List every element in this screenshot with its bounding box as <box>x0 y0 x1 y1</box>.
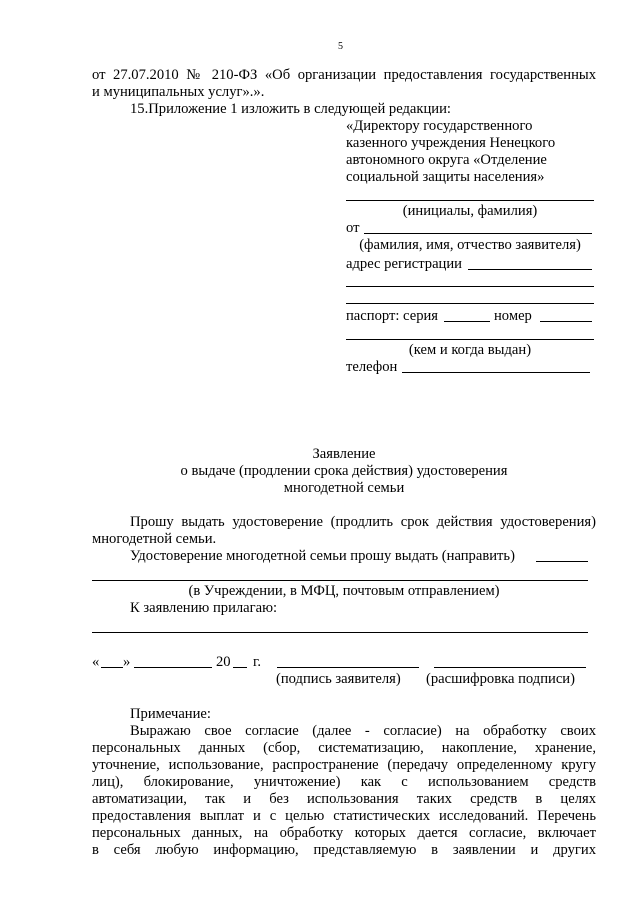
addressee-line-1: «Директору государственного <box>346 118 533 134</box>
date-year-line[interactable] <box>233 667 247 668</box>
note-line-1: Выражаю свое согласие (далее - согласие) на обработку своих <box>130 723 596 739</box>
initials-line[interactable] <box>346 200 594 201</box>
from-label: от <box>346 220 360 236</box>
body-p1-line-2: многодетной семьи. <box>92 531 217 547</box>
note-line-6: предоставления выплат и с целью статистических исследований. Перечень <box>92 808 596 824</box>
addressee-line-2: казенного учреждения Ненецкого <box>346 135 556 151</box>
phone-label: телефон <box>346 359 398 375</box>
phone-line[interactable] <box>402 372 590 373</box>
note-line-5: автоматизации, так и без использования таких средств в целях <box>92 791 596 807</box>
issued-caption: (кем и когда выдан) <box>408 342 532 358</box>
intro-line-3: 15.Приложение 1 изложить в следующей редакции: <box>130 101 451 117</box>
note-label: Примечание: <box>130 706 211 722</box>
intro-line-2: и муниципальных услуг».». <box>92 84 265 100</box>
passport-series-line[interactable] <box>444 321 490 322</box>
note-line-7: персональных данных, на обработку которых дается согласие, включает <box>92 825 596 841</box>
delivery-inline-line[interactable] <box>536 561 588 562</box>
delivery-caption: (в Учреждении, в МФЦ, почтовым отправлением) <box>188 583 500 599</box>
passport-number-label: номер <box>494 308 532 324</box>
signature-decode-line[interactable] <box>434 667 586 668</box>
date-quote-open: « <box>92 654 100 670</box>
signature-decode-caption: (расшифровка подписи) <box>426 671 575 687</box>
body-p1-line-1: Прошу выдать удостоверение (продлить срок действия удостоверения) <box>130 514 596 530</box>
date-year-prefix: 20 <box>216 654 231 670</box>
signature-line[interactable] <box>277 667 419 668</box>
address-line-3[interactable] <box>346 303 594 304</box>
issued-line[interactable] <box>346 339 594 340</box>
note-line-2: персональных данных (сбор, систематизацию, накопление, хранение, <box>92 740 596 756</box>
address-label: адрес регистрации <box>346 256 462 272</box>
address-line-1[interactable] <box>468 269 592 270</box>
intro-line-1: от 27.07.2010 № 210-ФЗ «Об организации предоставления государственных <box>92 67 596 83</box>
address-line-2[interactable] <box>346 286 594 287</box>
addressee-line-4: социальной защиты населения» <box>346 169 545 185</box>
document-subtitle-1: о выдаче (продлении срока действия) удостоверения <box>180 463 508 479</box>
note-line-8: в себя любую информацию, представляемую в заявлении и других <box>92 842 596 858</box>
body-p2: Удостоверение многодетной семьи прошу выдать (направить) <box>130 548 515 564</box>
from-line[interactable] <box>364 233 592 234</box>
delivery-line[interactable] <box>92 580 588 581</box>
document-subtitle-2: многодетной семьи <box>283 480 405 496</box>
initials-caption: (инициалы, фамилия) <box>402 203 538 219</box>
date-quote-close: » <box>123 654 131 670</box>
passport-series-label: паспорт: серия <box>346 308 439 324</box>
fio-caption: (фамилия, имя, отчество заявителя) <box>359 237 581 253</box>
date-day-line[interactable] <box>101 667 123 668</box>
date-year-suffix: г. <box>253 654 261 670</box>
passport-number-line[interactable] <box>540 321 592 322</box>
attach-label: К заявлению прилагаю: <box>130 600 278 616</box>
addressee-line-3: автономного округа «Отделение <box>346 152 547 168</box>
note-line-4: лиц), блокирование, уничтожение) как с использованием средств <box>92 774 596 790</box>
document-title: Заявление <box>312 446 376 462</box>
page-number: 5 <box>338 41 343 52</box>
date-month-line[interactable] <box>134 667 212 668</box>
signature-caption: (подпись заявителя) <box>276 671 401 687</box>
note-line-3: уточнение, использование, распространение (передачу определенному кругу <box>92 757 596 773</box>
attach-line[interactable] <box>92 632 588 633</box>
